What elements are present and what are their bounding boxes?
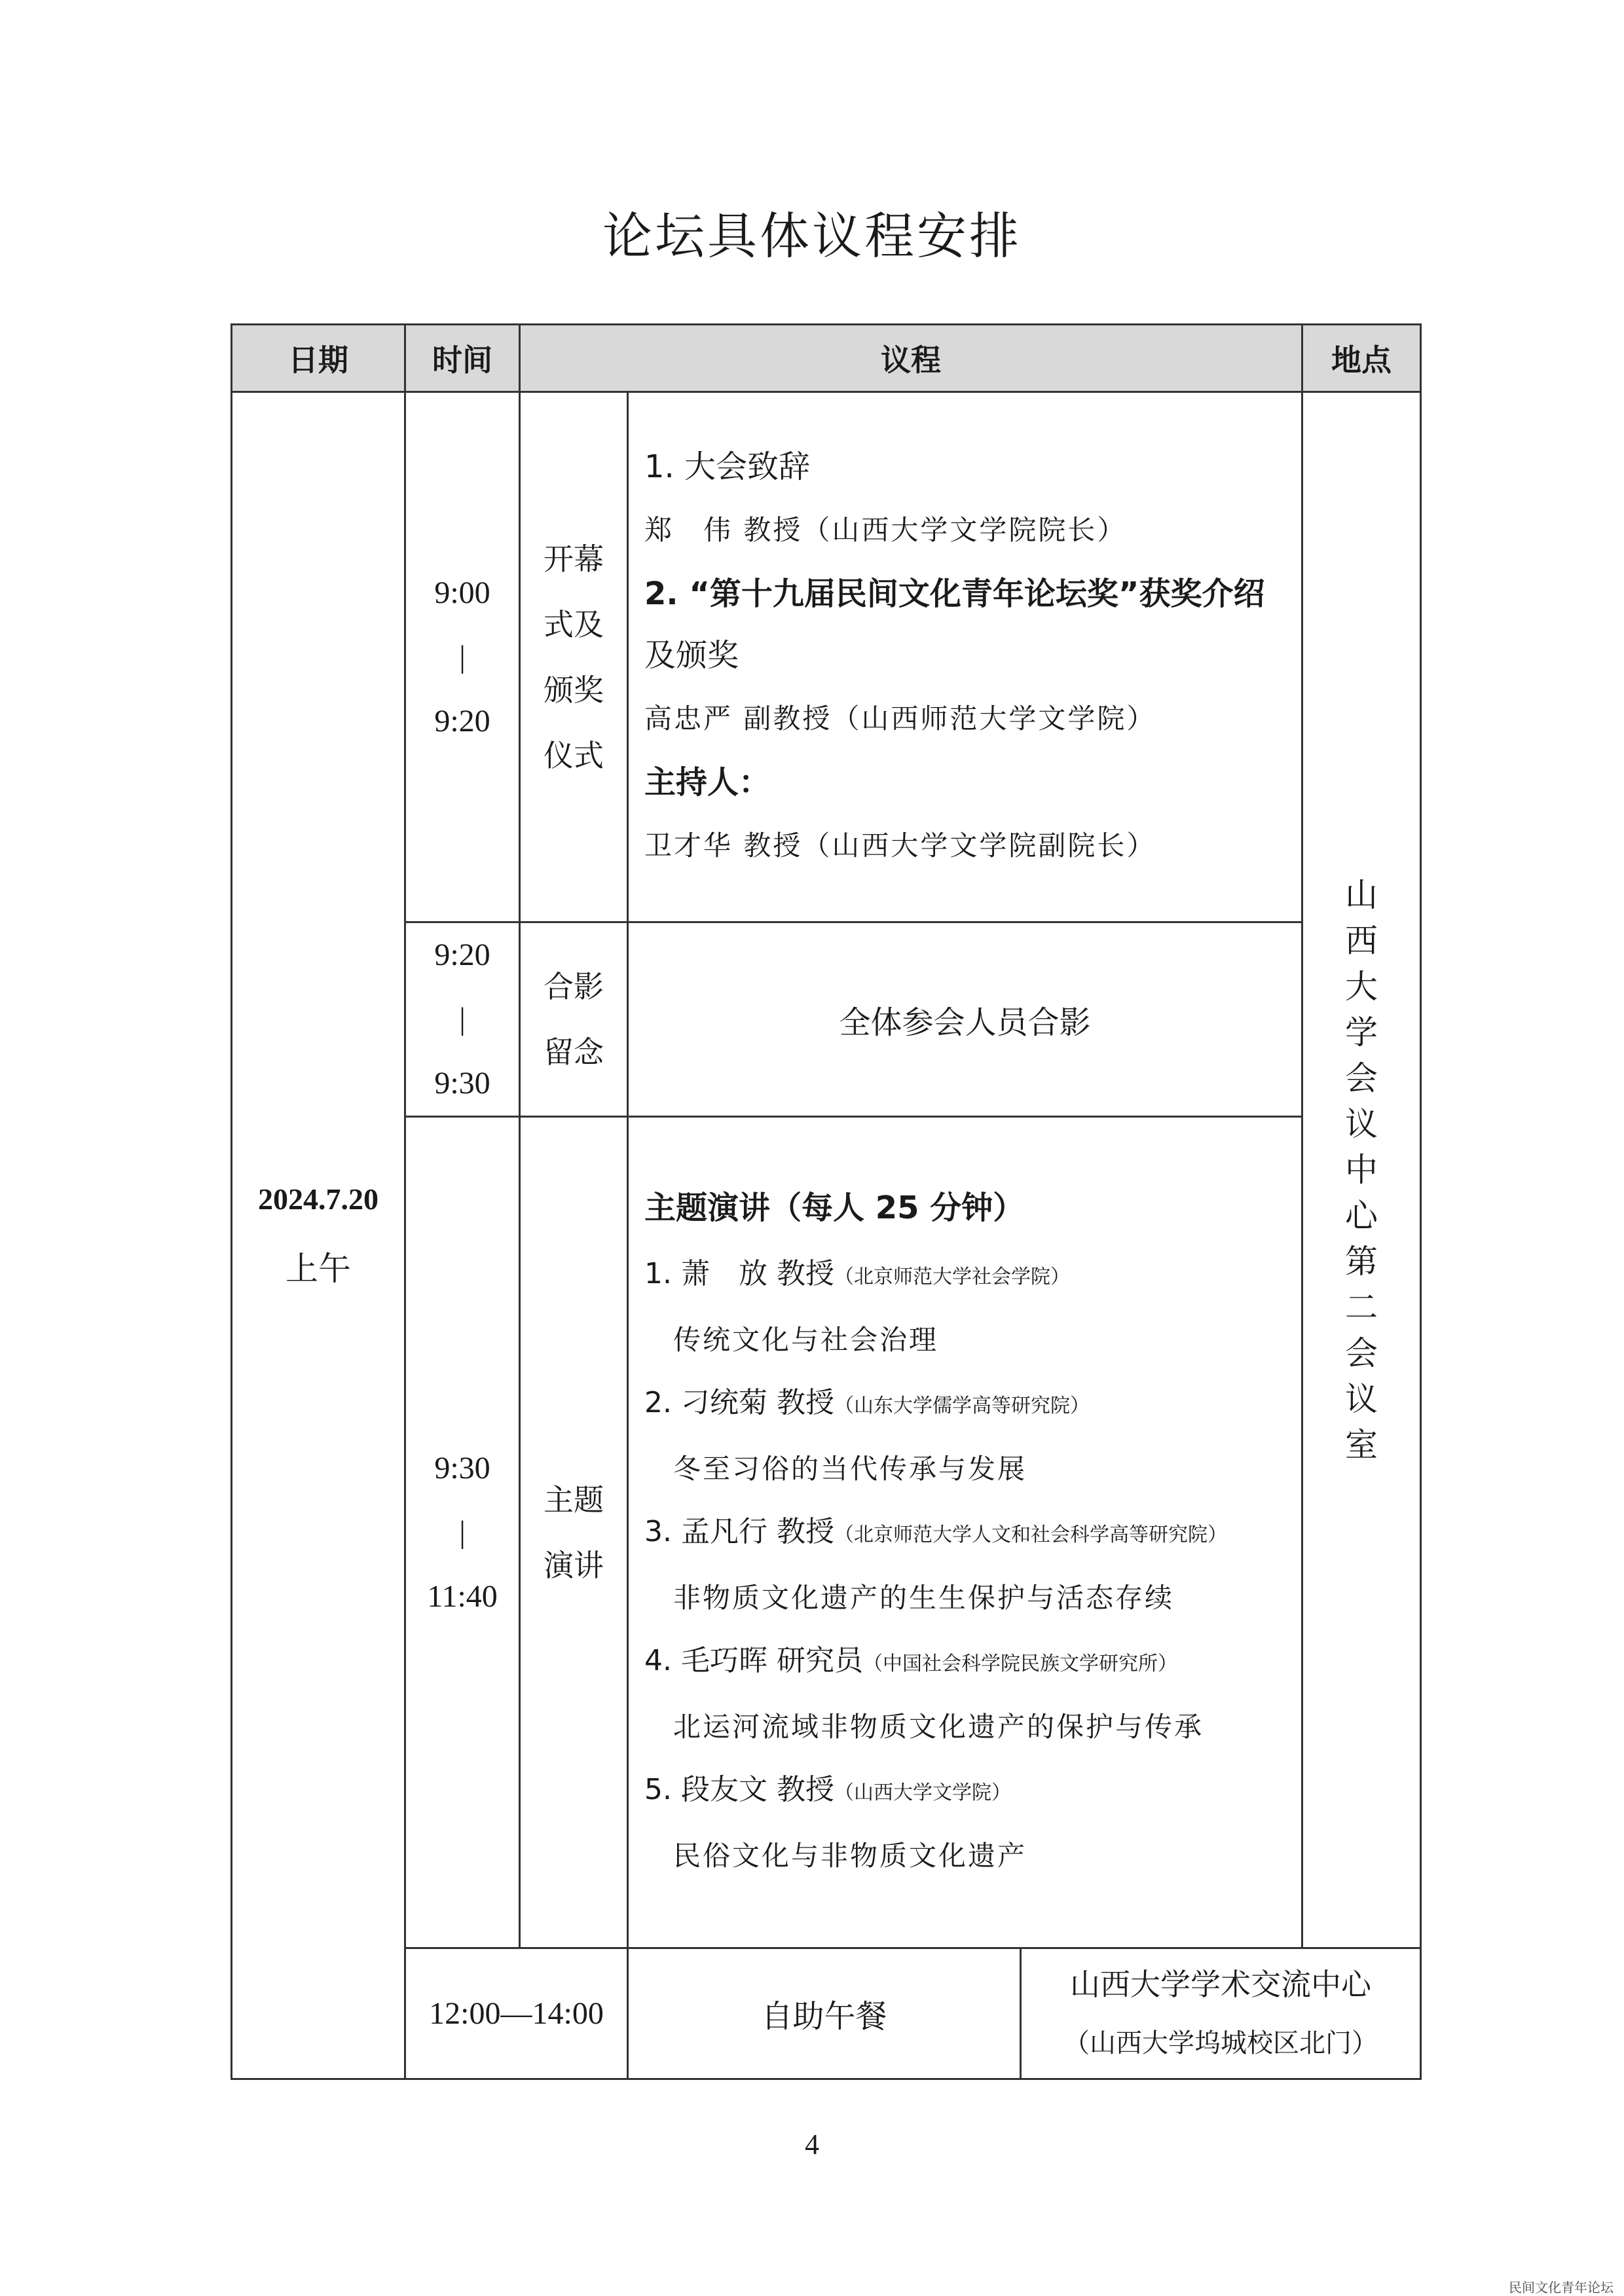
lunch-venue-cell [1021, 1948, 1421, 2079]
time-end: 9:20 [434, 703, 490, 738]
talk-affil: （中国社会科学院民族文学研究所） [862, 1652, 1177, 1675]
time-start: 9:00 [434, 575, 490, 610]
header-date: 日期 [232, 325, 405, 392]
talk-topic: 北运河流域非物质文化遗产的保护与传承 [673, 1711, 1204, 1743]
venue-main-cell [1302, 392, 1421, 1948]
talk-speaker: 3. 孟凡行 教授 [644, 1515, 834, 1548]
item-welcome-speaker: 郑 伟 教授（山西大学文学院院长） [644, 513, 1127, 546]
talk-item [644, 1758, 1285, 1887]
time-cell-1 [405, 392, 520, 922]
item-award: 2. “第十九届民间文化青年论坛奖”获奖介绍 [644, 575, 1265, 612]
time-sep: | [459, 639, 466, 674]
keynote-program [628, 1117, 1302, 1948]
talk-affil: （北京师范大学人文和社会科学高等研究院） [834, 1523, 1227, 1546]
talk-item [644, 1243, 1285, 1372]
talk-topic: 民俗文化与非物质文化遗产 [673, 1840, 1027, 1872]
session-label: 演讲 [544, 1547, 604, 1583]
time-end: 9:30 [434, 1066, 490, 1101]
header-row [232, 325, 1421, 392]
session-label: 式及 [544, 606, 604, 642]
session-label: 留念 [544, 1034, 604, 1070]
label-cell-1 [520, 392, 628, 922]
header-venue: 地点 [1302, 325, 1421, 392]
talk-affil: （山东大学儒学高等研究院） [834, 1394, 1090, 1417]
header-agenda: 议程 [520, 325, 1302, 392]
session-opening-row [232, 392, 1421, 922]
opening-program [628, 392, 1302, 922]
lunch-content: 自助午餐 [628, 1948, 1021, 2079]
footer-watermark: 民间文化青年论坛 [1509, 2280, 1614, 2295]
talk-affil: （山西大学文学院） [834, 1781, 1011, 1804]
session-photo-row [232, 922, 1421, 1117]
session-label: 颁奖 [544, 672, 604, 708]
session-label: 合影 [544, 969, 604, 1004]
header-time: 时间 [405, 325, 520, 392]
session-keynote-row [232, 1117, 1421, 1948]
page-title: 论坛具体议程安排 [602, 207, 1022, 265]
item-host: 主持人： [644, 763, 771, 801]
venue-main: 山 西 大 学 会 议 中 心 第 二 会 议 室 [1345, 876, 1378, 1464]
date-period: 上午 [286, 1249, 351, 1288]
session-label: 仪式 [544, 737, 604, 773]
time-sep: | [459, 1514, 466, 1550]
label-cell-2 [520, 922, 628, 1117]
talk-speaker: 2. 刁统菊 教授 [644, 1386, 834, 1419]
photo-content: 全体参会人员合影 [628, 922, 1302, 1117]
item-welcome: 1. 大会致辞 [644, 448, 811, 485]
time-sep: | [459, 1002, 466, 1036]
talk-speaker: 1. 萧 放 教授 [644, 1257, 834, 1290]
lunch-venue: 山西大学学术交流中心 [1070, 1966, 1372, 2002]
date-day: 2024.7.20 [258, 1182, 378, 1216]
session-label: 主题 [544, 1482, 604, 1518]
talk-topic: 传统文化与社会治理 [673, 1324, 939, 1356]
keynote-heading: 主题演讲（每人 25 分钟） [644, 1190, 1025, 1226]
lunch-row [232, 1948, 1421, 2079]
talk-item [644, 1501, 1285, 1630]
talk-item [644, 1630, 1285, 1758]
session-label: 开幕 [544, 541, 604, 577]
item-award-speaker: 高忠严 副教授（山西师范大学文学院） [644, 702, 1156, 735]
talk-speaker: 5. 段友文 教授 [644, 1773, 834, 1806]
label-cell-3 [520, 1117, 628, 1948]
agenda-table [231, 323, 1422, 2080]
talk-speaker: 4. 毛巧晖 研究员 [644, 1644, 863, 1677]
time-cell-2 [405, 922, 520, 1117]
time-start: 9:20 [434, 938, 490, 972]
lunch-venue-sub: （山西大学坞城校区北门） [1063, 2028, 1378, 2058]
time-cell-3 [405, 1117, 520, 1948]
item-host-speaker: 卫才华 教授（山西大学文学院副院长） [644, 829, 1156, 862]
item-award-cont: 及颁奖 [644, 636, 739, 674]
talk-topic: 非物质文化遗产的生生保护与活态存续 [673, 1582, 1175, 1614]
time-end: 11:40 [427, 1578, 498, 1614]
date-cell [232, 392, 405, 2079]
lunch-time: 12:00—14:00 [405, 1948, 628, 2079]
time-start: 9:30 [434, 1450, 490, 1485]
talk-item [644, 1372, 1285, 1501]
talk-affil: （北京师范大学社会学院） [834, 1266, 1070, 1288]
talk-topic: 冬至习俗的当代传承与发展 [673, 1453, 1027, 1485]
page-number: 4 [805, 2128, 819, 2160]
